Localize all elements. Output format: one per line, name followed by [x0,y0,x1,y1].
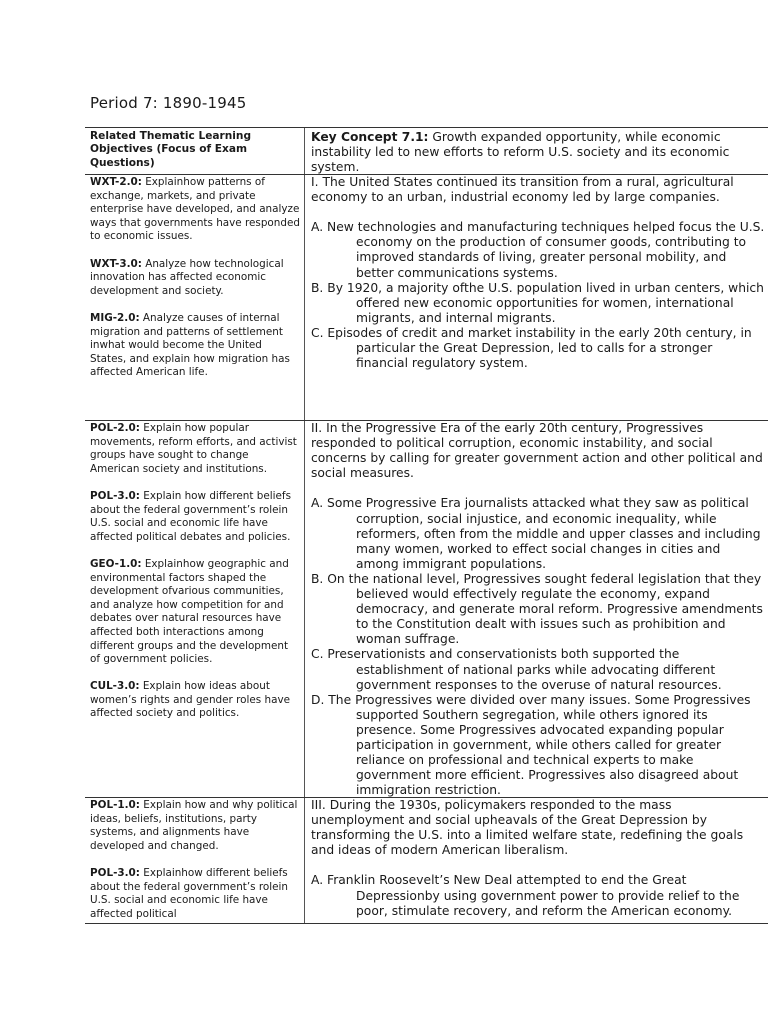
objective-text: Explainhow different beliefs about the federal government’s rolein U.S. social and economic life have affected political [90,866,289,920]
objective-item [90,867,300,921]
concept-point: A. Franklin Roosevelt’s New Deal attempted to end the Great Depressionby using government power to provide relief to the poor, stimulate recovery, and reform the American economy. [311,873,740,918]
objective-code: POL-3.0: [90,489,140,502]
page-title: Period 7: 1890-1945 [90,94,247,112]
objective-item [90,176,300,244]
concept-point: A. Some Progressive Era journalists attacked what they saw as political corruption, social injustice, and economic inequality, while reformers, often from the middle and upper classes and including many women, worked to effect social changes in cities and among immigrant populations. [311,496,761,571]
concept-cell [311,421,766,798]
table-bottom-border [85,923,768,924]
objective-item [90,422,300,476]
objective-text: Explainhow geographic and environmental factors shaped the development ofvarious communities, and analyze how competition for and debates over natural resources have affected both interactions among different groups and the development of government policies. [90,557,289,666]
objectives-cell [90,176,300,380]
objective-text: Explain how different beliefs about the federal government’s rolein U.S. social and economic life have affected political debates and policies. [90,489,291,543]
objective-item [90,680,300,721]
concept-intro: II. In the Progressive Era of the early 20th century, Progressives responded to political corruption, economic instability, and social concerns by calling for greater government action and other political and social measures. [311,421,763,481]
objective-item [90,799,300,853]
objective-item [90,312,300,380]
concept-point: A. New technologies and manufacturing techniques helped focus the U.S. economy on the production of consumer goods, contributing to improved standards of living, greater personal mobility, and better communications systems. [311,220,765,280]
objective-code: POL-1.0: [90,799,140,811]
objective-code: MIG-2.0: [90,311,140,324]
objective-code: CUL-3.0: [90,680,140,693]
objective-code: WXT-3.0: [90,257,142,270]
concept-cell [311,175,766,371]
column-divider [304,127,305,924]
concept-intro: III. During the 1930s, policymakers responded to the mass unemployment and social upheavals of the Great Depression by transforming the U.S. into a limited welfare state, redefining the goals and ideas of modern American liberalism. [311,798,744,858]
objectives-cell [90,799,300,921]
concept-intro: I. The United States continued its transition from a rural, agricultural economy to an urban, industrial economy led by large companies. [311,175,734,205]
key-concept-header [311,130,766,175]
objective-code: WXT-2.0: [90,176,142,188]
objective-text: Explain how ideas about women’s rights and gender roles have affected society and politics. [90,680,290,720]
objective-item [90,558,300,667]
concept-point: B. By 1920, a majority ofthe U.S. population lived in urban centers, which offered new economic opportunities for women, international migrants, and internal migrants. [311,280,764,325]
concept-cell [311,798,766,919]
objective-text: Analyze how technological innovation has affected economic development and society. [90,257,284,297]
concept-point: C. Episodes of credit and market instability in the early 20th century, in particular the Great Depression, led to calls for a stronger financial regulatory system. [311,325,752,371]
table-top-border [85,127,768,128]
objective-item [90,490,300,544]
objective-code: GEO-1.0: [90,557,142,570]
objective-text: Explain how and why political ideas, beliefs, institutions, party systems, and alignments have developed and changed. [90,799,298,852]
key-concept-label: Key Concept 7.1: [311,130,429,144]
concept-point: B. On the national level, Progressives sought federal legislation that they believed would effectively regulate the economy, expand democracy, and generate moral reform. Progressive amendments to the Constitution dealt with issues such as prohibition and woman suffrage. [311,571,763,647]
objective-item [90,258,300,299]
objective-text: Analyze causes of internal migration and patterns of settlement inwhat would become the United States, and explain how migration has affected American life. [90,311,290,379]
key-concept-text: Growth expanded opportunity, while economic instability led to new efforts to reform U.S. society and its economic system. [311,130,730,175]
objectives-cell [90,422,300,721]
objectives-header: Related Thematic Learning Objectives (Focus of Exam Questions) [90,130,252,169]
objective-text: Explain how popular movements, reform efforts, and activist groups have sought to change American society and institutions. [90,422,297,475]
objective-code: POL-3.0: [90,866,140,879]
objective-text: Explainhow patterns of exchange, markets, and private enterprise have developed, and analyze ways that governments have responded to economic issues. [90,176,300,243]
objective-code: POL-2.0: [90,422,140,434]
concept-point: D. The Progressives were divided over many issues. Some Progressives supported Southern segregation, while others ignored its presence. Some Progressives advocated expanding popular participation in government, while others called for greater reliance on professional and technical experts to make government more efficient. Progressives also disagreed about immigration restriction. [311,692,751,798]
concept-point: C. Preservationists and conservationists both supported the establishment of national parks while advocating different government responses to the overuse of natural resources. [311,647,722,692]
content-table [85,127,768,924]
